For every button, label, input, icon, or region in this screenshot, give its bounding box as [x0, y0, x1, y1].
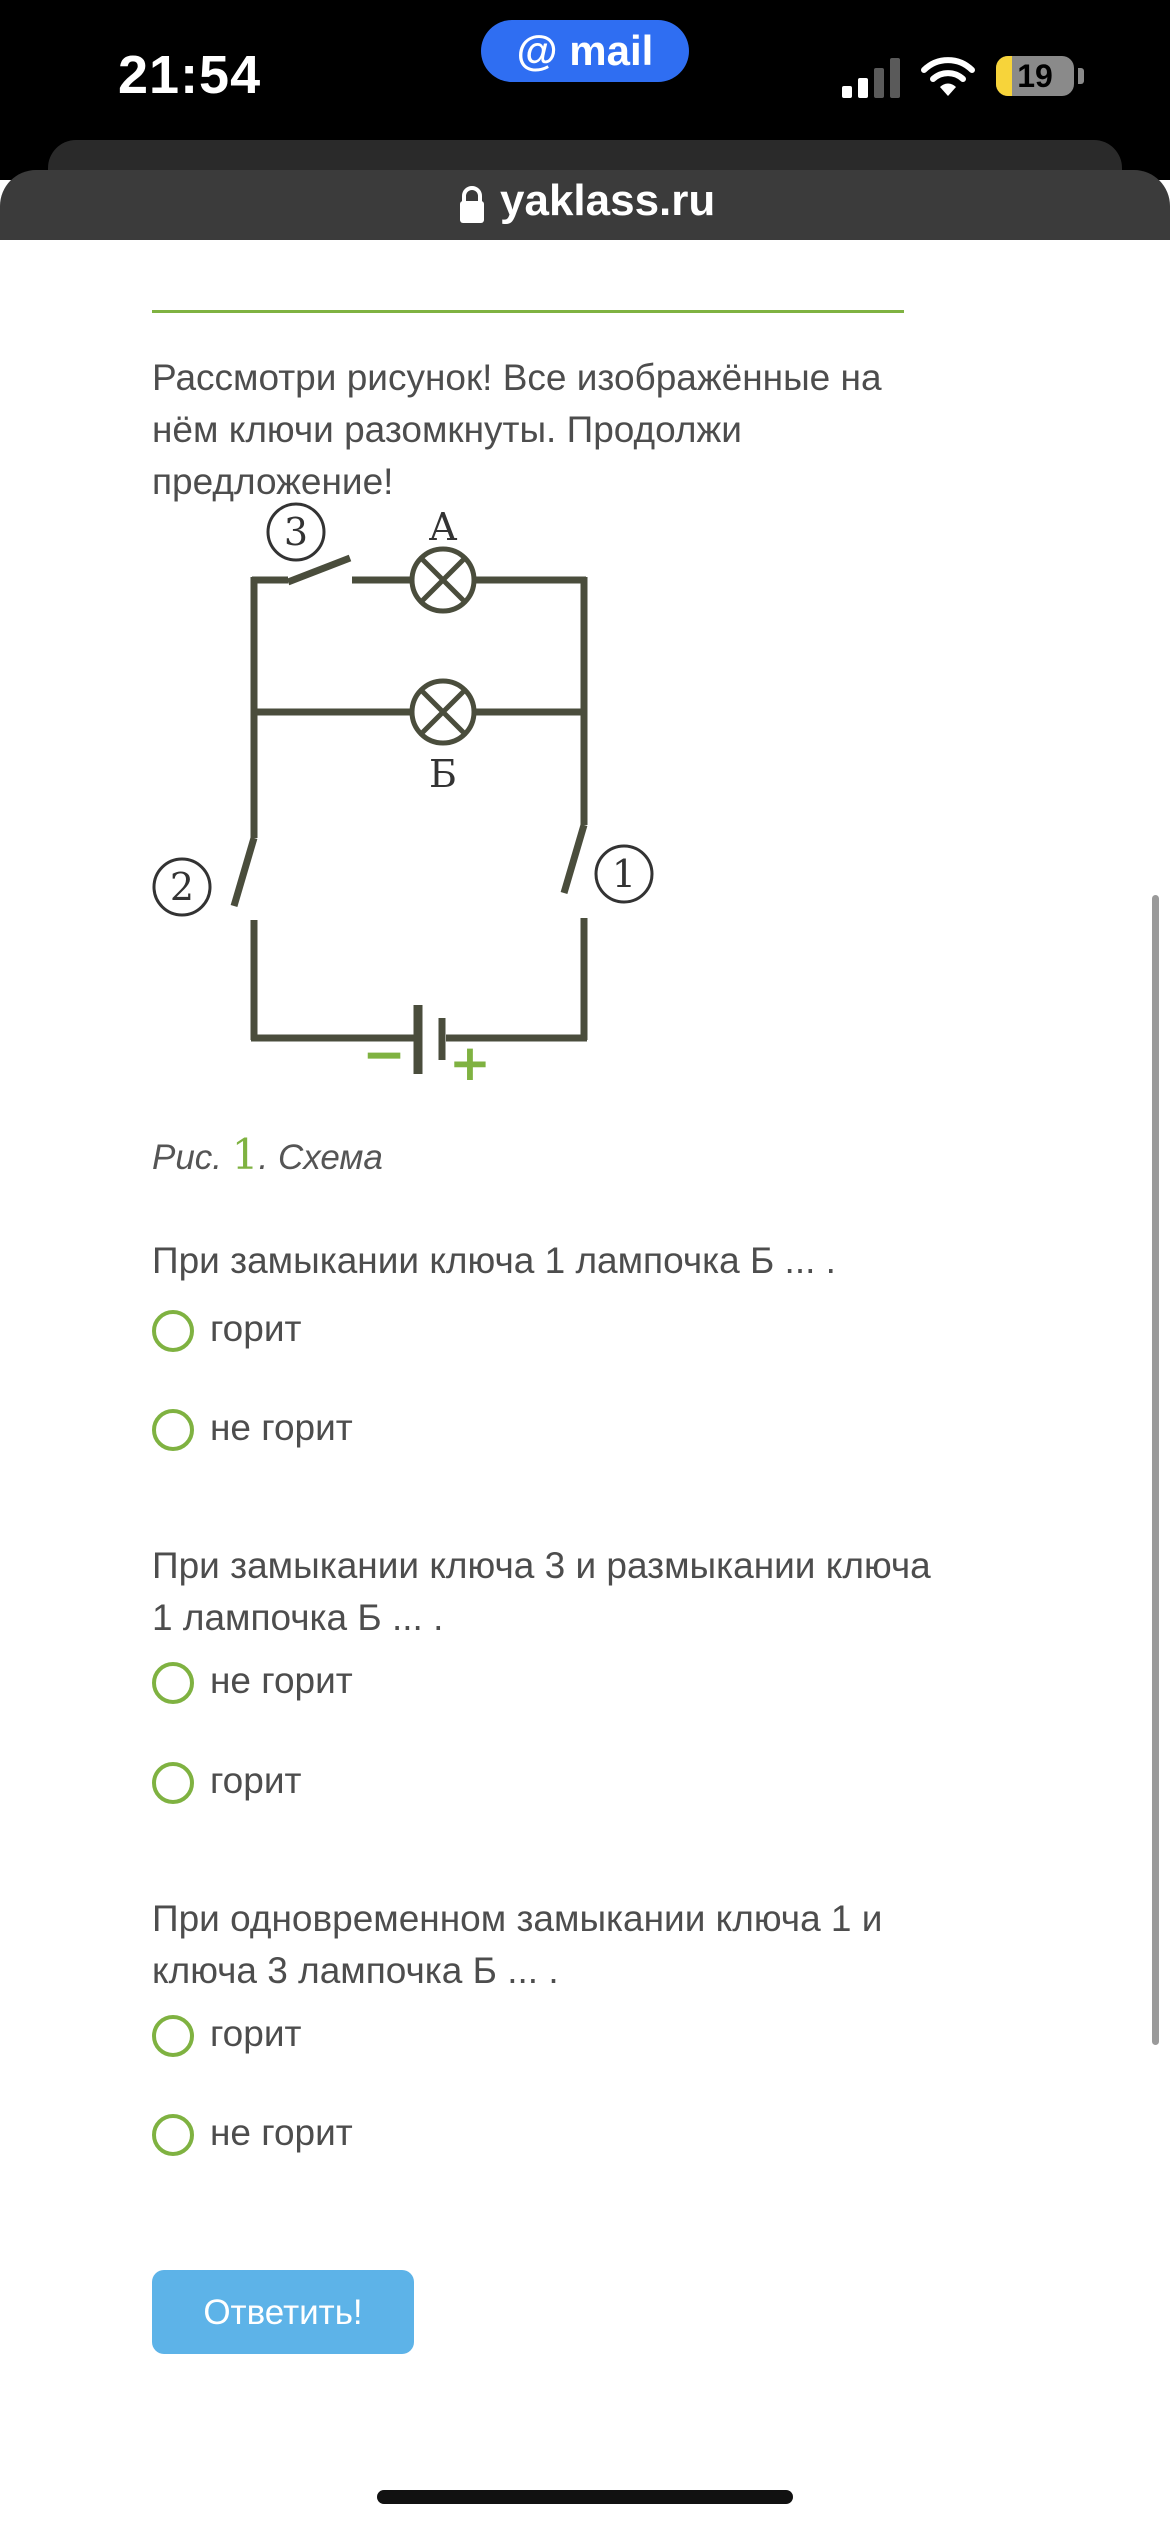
option-label: горит: [210, 2013, 302, 2054]
lamp-b-symbol: [412, 681, 474, 743]
key2-label: 2: [169, 865, 195, 909]
option-label: не горит: [210, 1660, 353, 1701]
battery-tip: [1078, 68, 1084, 84]
page-scrollbar[interactable]: [1152, 895, 1159, 2045]
signal-icon: [840, 58, 910, 98]
caption-number: 1: [231, 1130, 259, 1179]
exercise-intro: Рассмотри рисунок! Все изображённые на нём ключи разомкнуты. Продолжи предложение!: [152, 357, 882, 502]
caption-suffix: . Схема: [258, 1138, 383, 1177]
question-2: При замыкании ключа 3 и размыкании ключа 1 лампочка Б ... .: [152, 1545, 931, 1638]
lamp-a-label: А: [428, 505, 458, 549]
lock-icon: [458, 184, 486, 224]
lamp-a-symbol: [412, 549, 474, 611]
lamp-b-label: Б: [429, 752, 457, 796]
key3-label: 3: [283, 510, 309, 554]
radio-button[interactable]: [152, 2114, 194, 2156]
option-label: горит: [210, 1308, 302, 1349]
status-time: 21:54: [118, 45, 262, 105]
battery-plus-sign: +: [449, 1034, 491, 1090]
question-3: При одновременном замыкании ключа 1 и ключа 3 лампочка Б ... .: [152, 1898, 883, 1991]
caption-prefix: Рис.: [152, 1138, 223, 1177]
radio-button[interactable]: [152, 1662, 194, 1704]
home-indicator[interactable]: [377, 2490, 793, 2504]
status-icons: [840, 50, 1090, 100]
question-1: При замыкании ключа 1 лампочка Б ... .: [152, 1240, 836, 1281]
battery-percent: 19: [1017, 58, 1053, 94]
key1-blade: [564, 825, 584, 893]
key3-blade: [288, 558, 350, 582]
radio-button[interactable]: [152, 1762, 194, 1804]
submit-answer-button[interactable]: Ответить!: [152, 2270, 414, 2354]
radio-button[interactable]: [152, 1310, 194, 1352]
figure-caption: [152, 1130, 383, 1179]
option-label: не горит: [210, 2112, 353, 2153]
option-label: не горит: [210, 1407, 353, 1448]
radio-button[interactable]: [152, 1409, 194, 1451]
key1-label: 1: [611, 852, 637, 896]
key2-blade: [234, 838, 254, 906]
wifi-icon: [920, 54, 976, 98]
circuit-diagram: [148, 500, 668, 1090]
option-label: горит: [210, 1760, 302, 1801]
url-text[interactable]: yaklass.ru: [500, 176, 716, 225]
mail-badge[interactable]: @ mail: [481, 20, 689, 82]
battery-minus-sign: −: [362, 1025, 406, 1085]
section-divider: [152, 310, 904, 313]
radio-button[interactable]: [152, 2015, 194, 2057]
battery-icon: [996, 56, 1074, 96]
